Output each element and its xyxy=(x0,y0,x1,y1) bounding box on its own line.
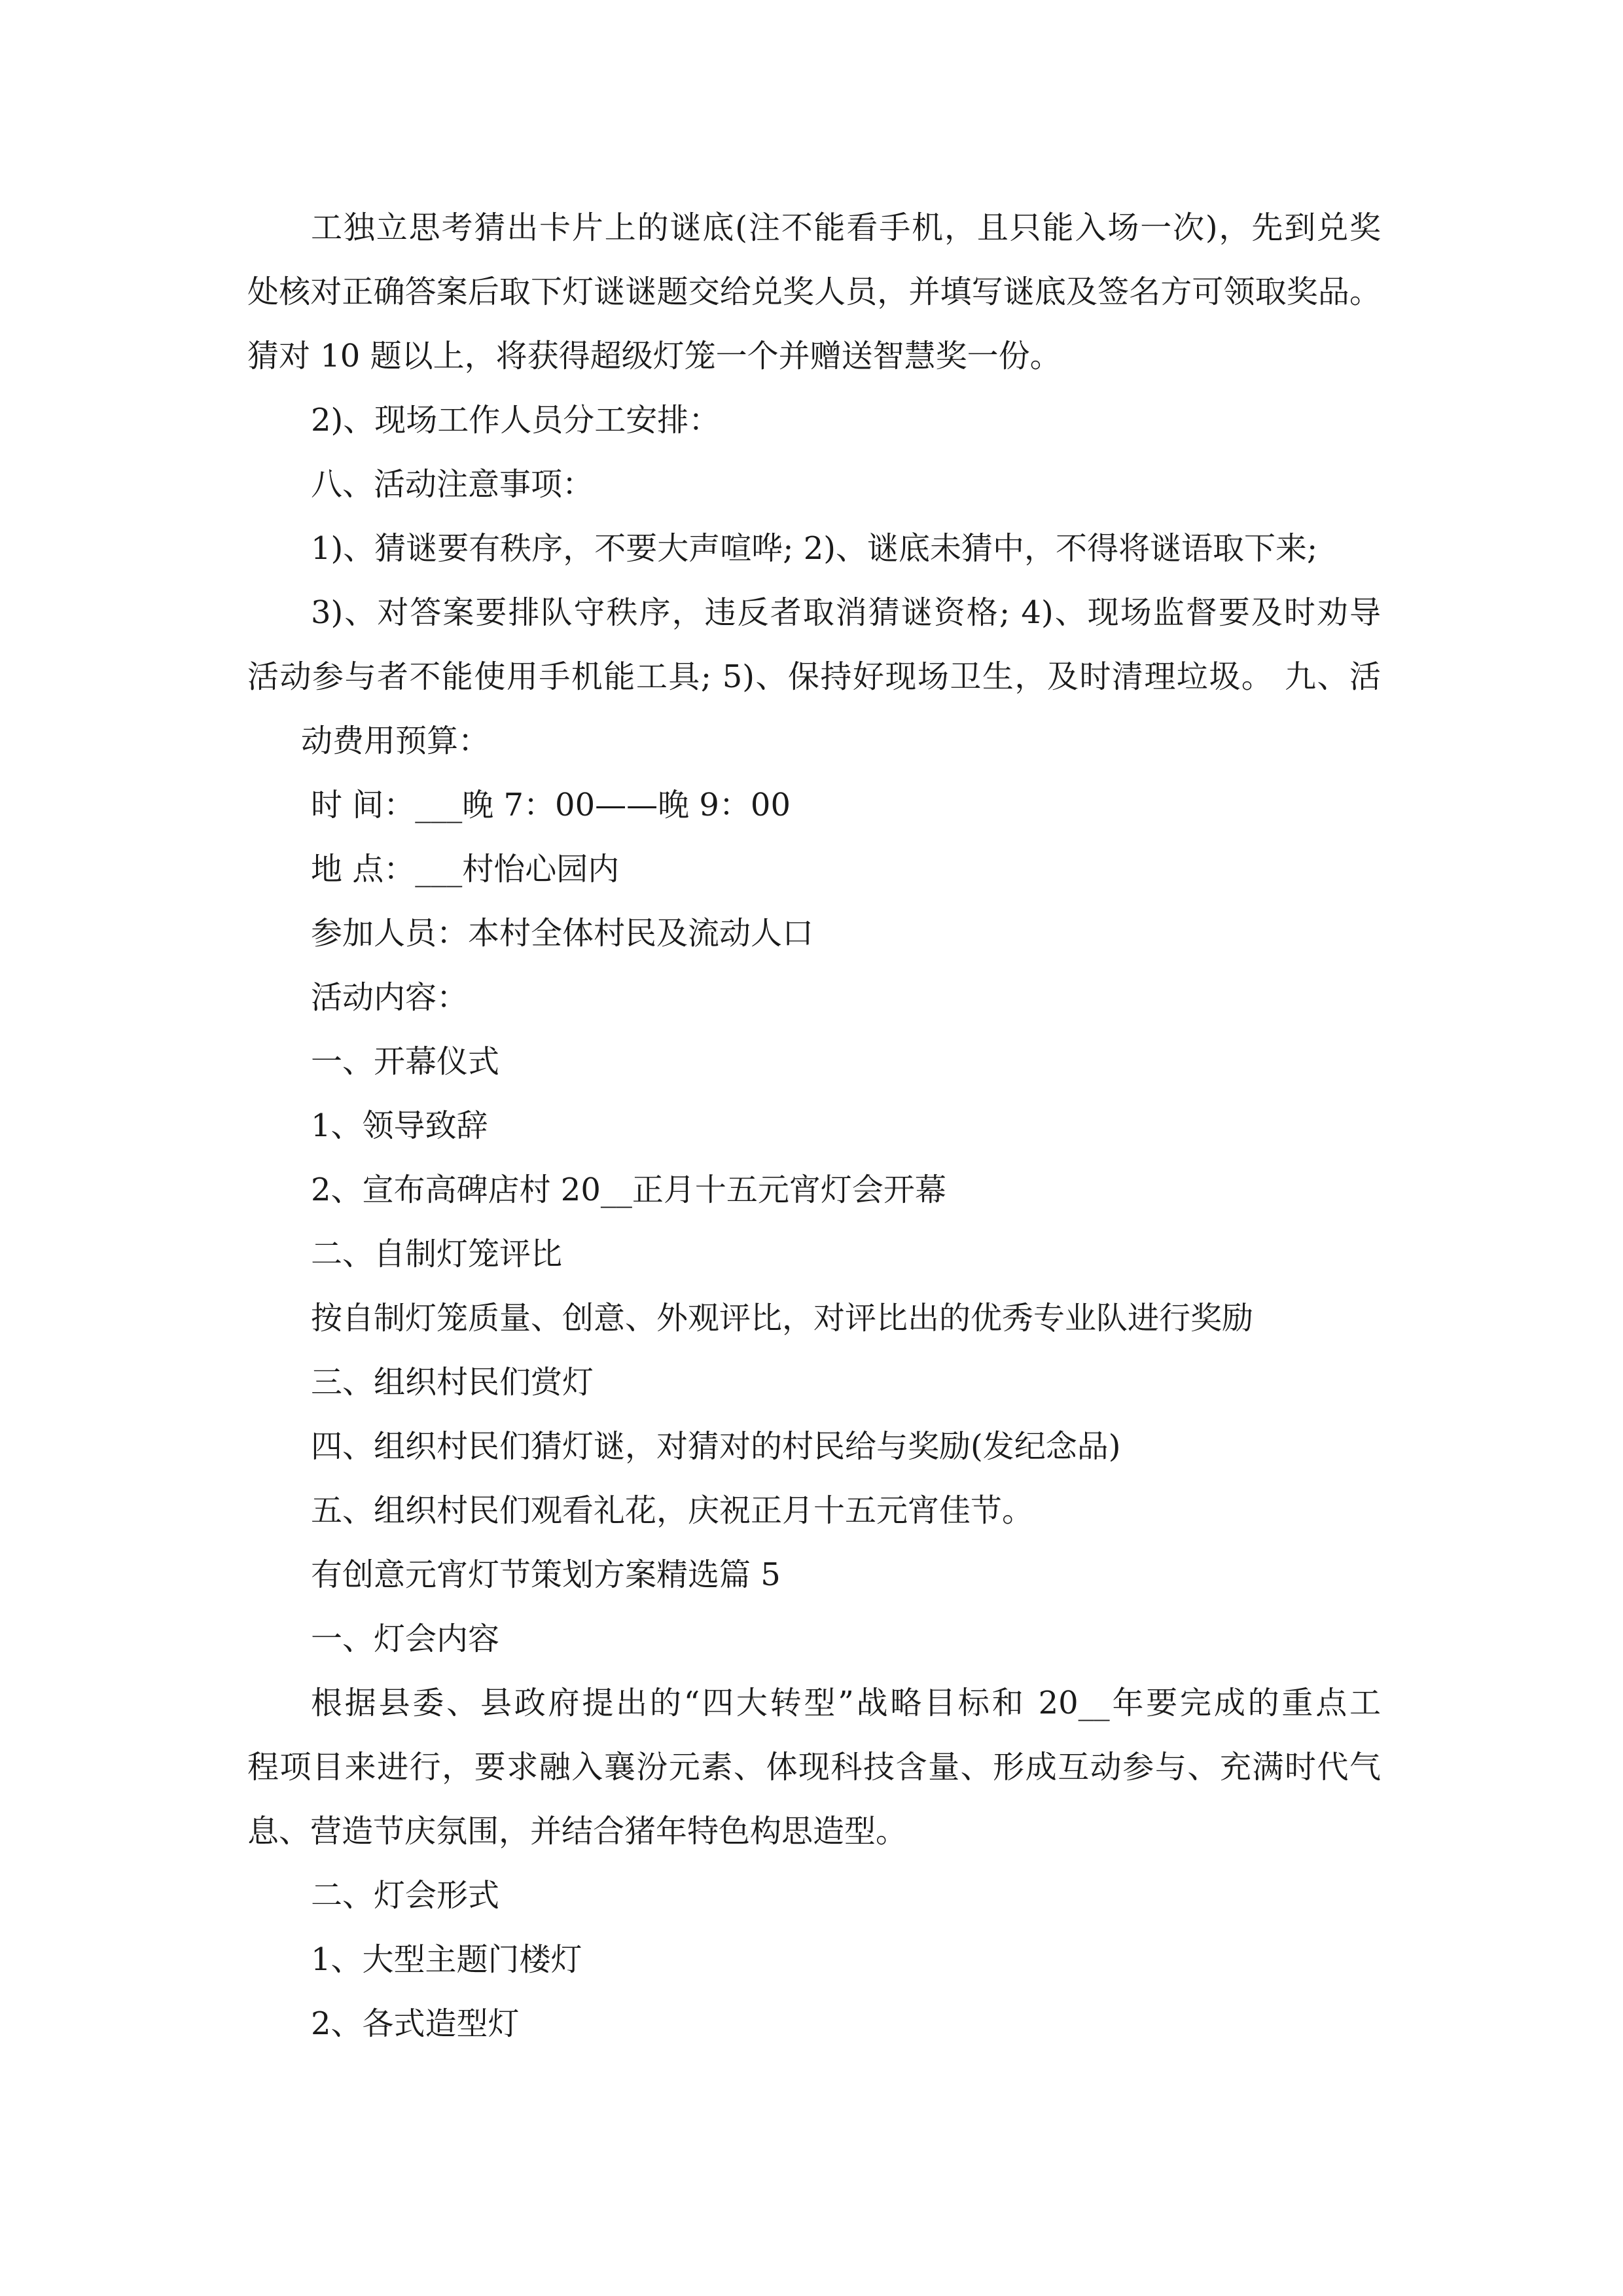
paragraph-line: 工独立思考猜出卡片上的谜底(注不能看手机，且只能入场一次)，先到兑奖 xyxy=(311,209,1381,246)
section-heading: 二、自制灯笼评比 xyxy=(311,1236,563,1272)
section-heading: 五、组织村民们观看礼花，庆祝正月十五元宵佳节。 xyxy=(311,1492,1034,1529)
paragraph-line: 3)、对答案要排队守秩序，违反者取消猜谜资格; 4)、现场监督要及时劝导 xyxy=(311,594,1381,631)
paragraph-line: 按自制灯笼质量、创意、外观评比，对评比出的优秀专业队进行奖励 xyxy=(311,1300,1254,1336)
paragraph-line: 处核对正确答案后取下灯谜谜题交给兑奖人员，并填写谜底及签名方可领取奖品。 xyxy=(247,274,1381,310)
paragraph-line: 程项目来进行，要求融入襄汾元素、体现科技含量、形成互动参与、充满时代气 xyxy=(247,1749,1381,1785)
paragraph-line: 1、领导致辞 xyxy=(311,1107,488,1144)
section-heading: 一、灯会内容 xyxy=(311,1621,500,1657)
section-heading: 一、开幕仪式 xyxy=(311,1043,500,1080)
paragraph-line: 活动参与者不能使用手机能工具; 5)、保持好现场卫生，及时清理垃圾。 九、活 xyxy=(247,658,1381,695)
section-heading: 三、组织村民们赏灯 xyxy=(311,1364,594,1401)
section-heading: 八、活动注意事项： xyxy=(311,466,594,503)
section-heading: 四、组织村民们猜灯谜，对猜对的村民给与奖励(发纪念品) xyxy=(311,1428,1121,1465)
paragraph-line: 动费用预算： xyxy=(301,723,490,759)
paragraph-line: 2)、现场工作人员分工安排： xyxy=(311,402,721,439)
paragraph-line: 2、宣布高碑店村 20__正月十五元宵灯会开幕 xyxy=(311,1172,946,1208)
section-heading: 二、灯会形式 xyxy=(311,1877,500,1914)
paragraph-line: 时 间：___晚 7：00——晚 9：00 xyxy=(311,787,791,823)
paragraph-line: 2、各式造型灯 xyxy=(311,2005,520,2042)
paragraph-line: 参加人员：本村全体村民及流动人口 xyxy=(311,915,814,952)
paragraph-line: 1、大型主题门楼灯 xyxy=(311,1941,582,1978)
paragraph-line: 息、营造节庆氛围，并结合猪年特色构思造型。 xyxy=(247,1813,908,1850)
paragraph-line: 根据县委、县政府提出的“四大转型”战略目标和 20__年要完成的重点工 xyxy=(311,1685,1381,1721)
document-title: 有创意元宵灯节策划方案精选篇 5 xyxy=(311,1556,781,1593)
paragraph-line: 猜对 10 题以上，将获得超级灯笼一个并赠送智慧奖一份。 xyxy=(247,338,1061,374)
paragraph-line: 活动内容： xyxy=(311,979,469,1016)
paragraph-line: 1)、猜谜要有秩序，不要大声喧哗; 2)、谜底未猜中，不得将谜语取下来; xyxy=(311,530,1318,567)
paragraph-line: 地 点：___村怡心园内 xyxy=(311,851,620,888)
